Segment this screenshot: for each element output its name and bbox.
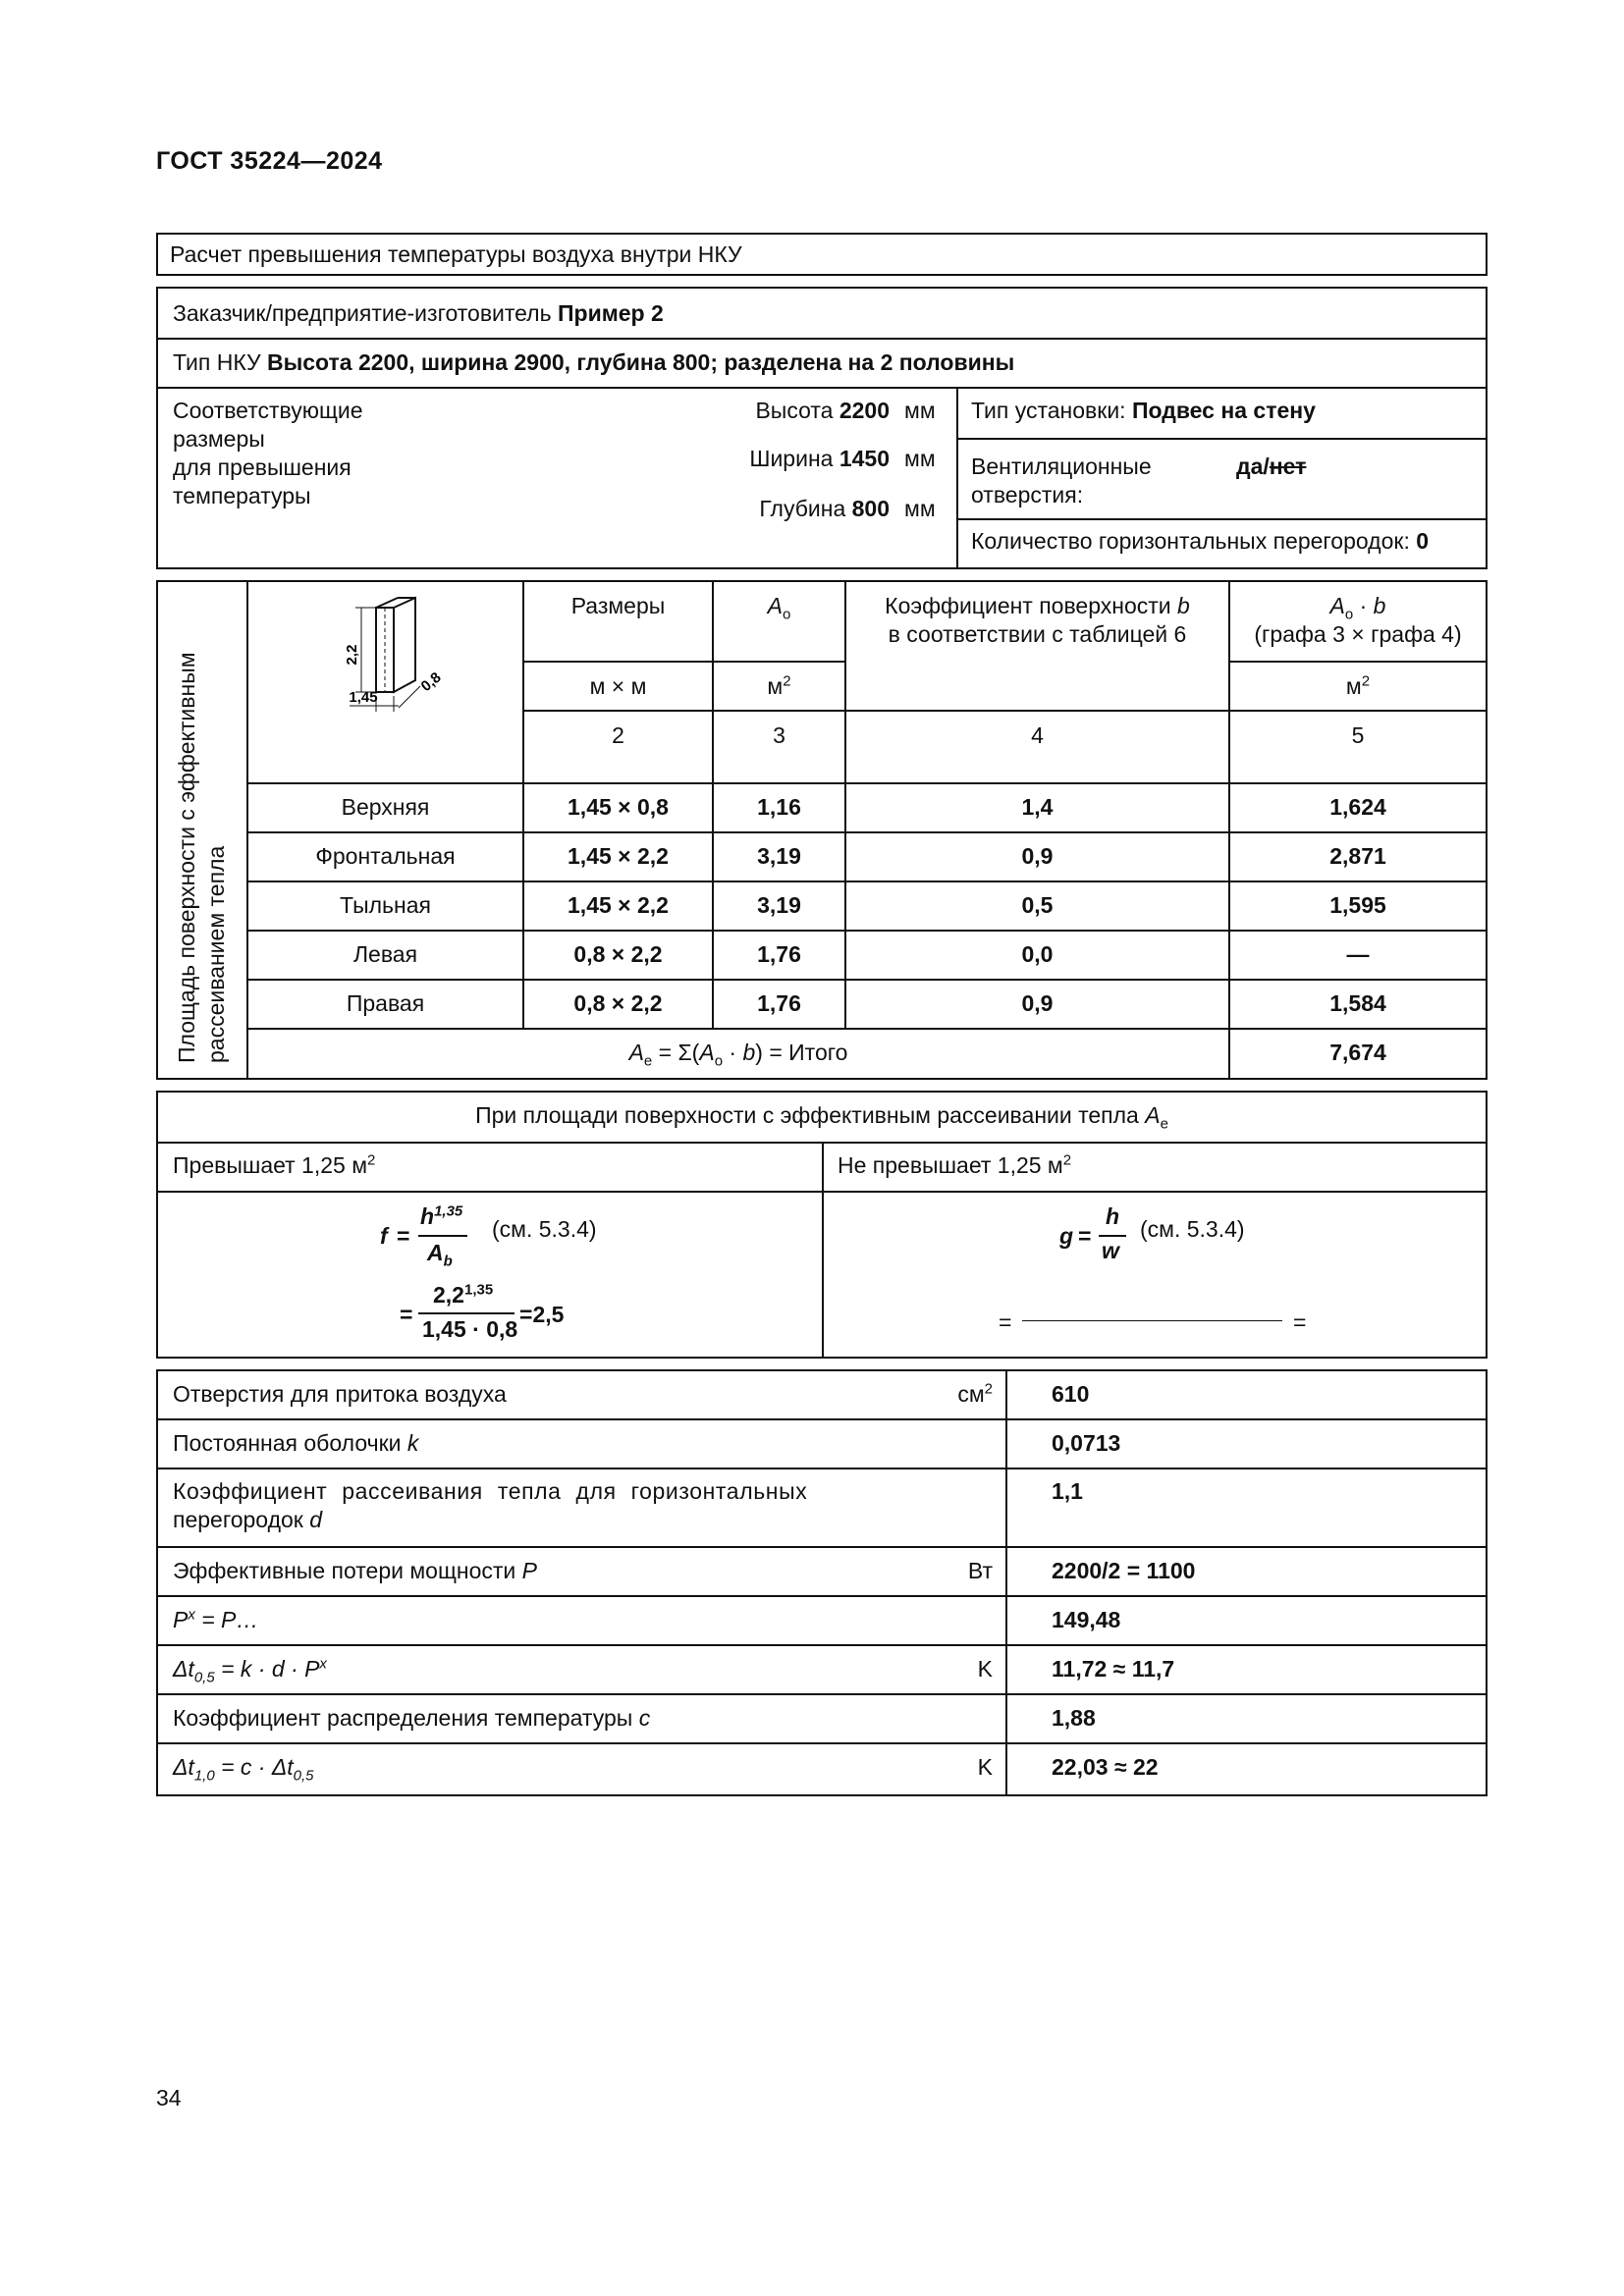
unit-sup: 2 [1361,672,1371,690]
divider [246,881,1486,882]
divider [158,1468,1486,1469]
ae-header-text: При площади поверхности с эффективным рассеивании тепла [475,1102,1139,1128]
param-value: 11,72 ≈ 11,7 [1052,1656,1175,1682]
param-unit: Вт [967,1558,993,1583]
depth-value: 800 [851,496,890,521]
divider [246,930,1486,932]
params-table [156,1369,1488,1796]
g-den: w [1102,1238,1119,1263]
param-value: 22,03 ≈ 22 [1052,1754,1159,1780]
ao-sub: o [783,606,791,623]
row-prod: 1,624 [1329,794,1386,820]
total-sub: e [643,1052,653,1070]
label-var: P [521,1558,537,1583]
label-sub: 1,0 [193,1767,215,1785]
total-value: 7,674 [1329,1040,1386,1065]
f-result-value: 2,5 [532,1302,565,1327]
coef-line1: Коэффициент поверхности [885,593,1171,618]
depth-label: Глубина [759,496,846,521]
g-var: g [1059,1223,1074,1249]
row-prod: 1,584 [1329,990,1386,1016]
f-num-h: h [420,1203,435,1229]
height-value: 2200 [839,398,890,423]
row-ao: 3,19 [757,892,801,918]
sketch-height-label: 2,2 [344,644,360,666]
param-unit: K [977,1754,993,1780]
height-row [570,397,890,425]
col-header-ao [714,592,844,623]
label-text: Эффективные потери мощности [173,1558,516,1583]
divider [822,1142,824,1357]
unit-sup: 2 [783,672,791,690]
divider [956,518,1486,520]
param-value: 2200/2 = 1100 [1052,1558,1196,1583]
depth-unit: мм [904,496,936,521]
vent-value [1236,453,1306,481]
coef-var: b [1177,593,1190,618]
unit-sup: 2 [984,1380,993,1398]
row-prod: — [1346,941,1370,967]
param-unit: K [977,1656,993,1682]
install-value: Подвес на стену [1131,398,1316,423]
enclosure-sketch-icon [251,590,516,776]
divider [158,1418,1486,1420]
param-formula [173,1606,258,1634]
divider [1228,661,1486,663]
divider [158,338,1486,340]
partitions-value: 0 [1416,528,1430,554]
f-num2 [433,1282,493,1308]
divider [956,387,958,569]
f-var: f [380,1223,388,1249]
g-ref: (см. 5.3.4) [1140,1216,1245,1242]
fraction-bar [418,1312,514,1314]
g-eq-left: = [999,1309,1012,1335]
divider [246,831,1486,833]
total-end: ) = Итого [755,1040,848,1065]
divider [522,710,1486,712]
row-coef: 0,9 [1021,843,1054,869]
not-exceeds-label [838,1151,1071,1180]
row-ao: 1,16 [757,794,801,820]
divider [158,1546,1486,1548]
width-label: Ширина [749,446,834,471]
col-num-3: 3 [773,722,785,748]
divider [158,1191,1486,1193]
unit-m: м [1345,673,1362,699]
divider [246,782,1486,784]
param-formula [173,1655,327,1686]
col-num-5: 5 [1351,722,1365,748]
col-header-prod [1230,592,1486,623]
row-name: Тыльная [340,892,431,918]
document-code: ГОСТ 35224—2024 [156,147,383,175]
dims-label-3: для превышения [173,454,352,480]
customer-label: Заказчик/предприятие-изготовитель [173,300,552,326]
row-dims: 0,8 × 2,2 [573,941,663,967]
row-dims: 1,45 × 2,2 [568,892,669,918]
f-num2-exp: 1,35 [463,1281,494,1299]
param-value: 149,48 [1052,1607,1121,1632]
row-coef: 0,0 [1021,941,1054,967]
title-box [156,233,1488,276]
ae-block [156,1091,1488,1359]
param-value: 0,0713 [1052,1430,1121,1456]
vent-label-1: Вентиляционные [971,454,1152,479]
total-sub2: o [714,1052,724,1070]
label-var: k [406,1430,419,1456]
nku-type-label: Тип НКУ [173,349,261,375]
title-text: Расчет превышения температуры воздуха внутри НКУ [170,241,742,267]
width-value: 1450 [839,446,890,471]
row-ao: 1,76 [757,990,801,1016]
label-sup: x [188,1606,195,1624]
param-value: 1,88 [1052,1705,1096,1731]
unit-dims: м × м [589,673,647,699]
row-coef: 0,9 [1021,990,1054,1016]
ae-header-var: A [1145,1102,1161,1128]
total-a: A [628,1040,644,1065]
param-value: 610 [1052,1381,1090,1407]
g-num: h [1106,1203,1120,1229]
width-unit: мм [904,446,936,471]
col-header-coef [846,592,1228,620]
f-num2-val: 2,2 [433,1282,464,1308]
g-blank-line [1022,1320,1282,1321]
total-formula [248,1039,1228,1070]
col-num-2: 2 [612,722,624,748]
prod-sub: o [1344,606,1354,623]
row-prod: 1,595 [1329,892,1386,918]
label-sub2: 0,5 [293,1767,314,1785]
sketch-depth-label: 0,8 [417,668,445,696]
divider [956,438,1486,440]
f-num [420,1203,462,1230]
fraction-bar [418,1235,467,1237]
label-text: Постоянная оболочки [173,1430,402,1456]
prod-b: b [1373,593,1386,618]
f-den2: 1,45 · 0,8 [422,1316,518,1342]
f-eq2: = [400,1302,413,1327]
param-formula [173,1753,314,1785]
param-label-line2 [173,1506,322,1534]
exceeds-sup: 2 [367,1151,376,1169]
param-label [173,1557,537,1585]
page-number: 34 [156,2085,182,2110]
side-label-2: рассеиванием тепла [203,845,229,1063]
divider [158,387,1486,389]
f-ref: (см. 5.3.4) [492,1216,597,1242]
divider [246,1028,1486,1030]
height-unit: мм [904,398,936,423]
param-label: Коэффициент рассеивания тепла для горизонтальных [173,1478,808,1504]
col-num-4: 4 [1031,722,1044,748]
col-header-prod-line2: (графа 3 × графа 4) [1254,621,1462,647]
depth-row [570,495,890,523]
nku-type-value: Высота 2200, ширина 2900, глубина 800; разделена на 2 половины [267,349,1015,375]
row-prod: 2,871 [1329,843,1386,869]
unit-m: м [767,673,784,699]
divider [158,1693,1486,1695]
unit-text: см [957,1381,985,1407]
unit-ao [714,672,844,701]
info-box [156,287,1488,569]
side-label-1: Площадь поверхности с эффективным [174,652,199,1063]
partitions-label: Количество горизонтальных перегородок: [971,528,1410,554]
label-var: d [309,1507,323,1532]
customer-row [173,299,664,328]
f-den-sub: b [443,1253,453,1270]
row-name: Фронтальная [315,843,456,869]
col-header-dims: Размеры [570,593,666,618]
row-name: Правая [346,990,425,1016]
row-name: Верхняя [341,794,430,820]
vent-no: нет [1269,454,1307,479]
f-eq: = [397,1223,410,1249]
sketch-width-label: 1,45 [349,689,378,706]
label-rest: = P… [194,1607,259,1632]
partitions-row [971,527,1429,556]
ae-header-sub: e [1160,1115,1168,1133]
exceeds-text: Превышает 1,25 м [173,1152,368,1178]
row-dims: 1,45 × 0,8 [568,794,669,820]
label-sub: 0,5 [193,1669,215,1686]
surface-table [156,580,1488,1080]
f-num-exp: 1,35 [434,1202,463,1220]
f-result [519,1302,564,1328]
fraction-bar [1099,1235,1126,1237]
divider [158,1595,1486,1597]
divider [158,1644,1486,1646]
label-dt: Δt [173,1754,194,1780]
f-eq3: = [519,1302,533,1327]
not-exceeds-text: Не превышает 1,25 м [838,1152,1063,1178]
row-dims: 0,8 × 2,2 [573,990,663,1016]
prod-dot: · [1353,593,1374,618]
total-dot: · [723,1040,743,1065]
prod-a: A [1329,593,1345,618]
customer-value: Пример 2 [557,300,664,326]
param-label: Отверстия для притока воздуха [173,1381,507,1407]
label-p: P [173,1607,189,1632]
label-rest: = c · Δt [214,1754,294,1780]
f-den [427,1240,453,1270]
g-eq: = [1078,1223,1092,1249]
row-ao: 3,19 [757,843,801,869]
param-value: 1,1 [1052,1478,1083,1504]
label-text: перегородок [173,1507,303,1532]
ao-var: A [767,593,783,618]
param-unit [904,1380,993,1409]
param-label [173,1429,418,1458]
install-label: Тип установки: [971,398,1126,423]
label-dt: Δt [173,1656,194,1682]
divider [158,1742,1486,1744]
install-row [971,397,1316,425]
total-b: b [742,1040,756,1065]
label-text: Коэффициент распределения температуры [173,1705,633,1731]
dims-label-2: размеры [173,426,265,452]
row-name: Левая [352,941,418,967]
row-ao: 1,76 [757,941,801,967]
exceeds-label [173,1151,375,1180]
label-sup: x [319,1655,327,1673]
vent-yes: да/ [1236,454,1270,479]
row-coef: 1,4 [1021,794,1054,820]
height-label: Высота [755,398,834,423]
dims-label-1: Соответствующие [173,398,363,423]
divider [522,661,844,663]
label-rest: = k · d · P [214,1656,320,1682]
param-label [173,1704,650,1733]
ae-header [158,1101,1486,1133]
row-coef: 0,5 [1021,892,1054,918]
vent-label-2: отверстия: [971,482,1084,507]
row-dims: 1,45 × 2,2 [568,843,669,869]
unit-prod [1230,672,1486,701]
g-eq-right: = [1293,1309,1307,1335]
not-exceeds-sup: 2 [1062,1151,1072,1169]
divider [1005,1371,1007,1794]
width-row [570,445,890,473]
total-mid: = Σ( [652,1040,700,1065]
label-var: c [638,1705,651,1731]
total-a2: A [699,1040,715,1065]
f-den-a: A [427,1240,444,1265]
divider [246,979,1486,981]
dims-label-4: температуры [173,483,311,508]
nku-type-row [173,348,1014,377]
col-header-coef-line2: в соответствии с таблицей 6 [888,621,1187,647]
